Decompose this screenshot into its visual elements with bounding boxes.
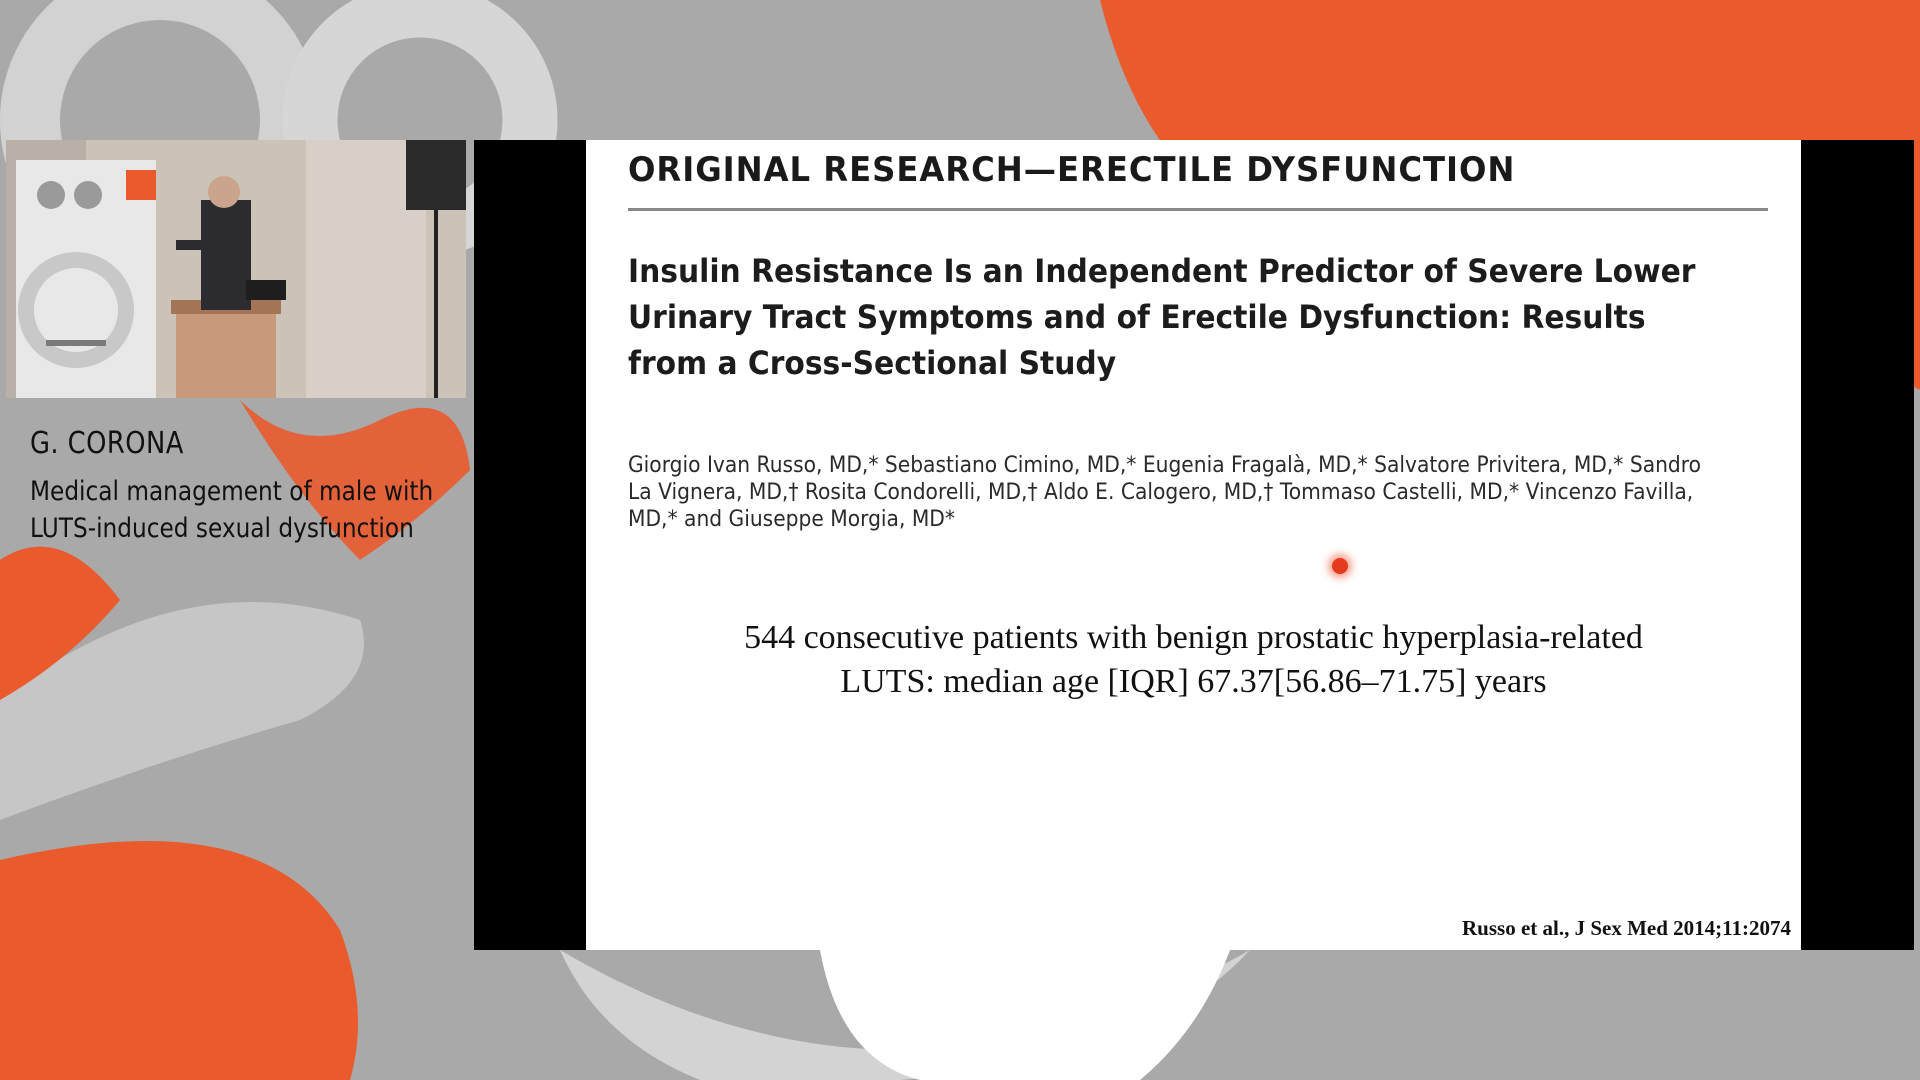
study-summary: [586, 616, 1801, 704]
laser-pointer-dot: [1332, 558, 1348, 574]
speaker-video-image: [6, 140, 466, 398]
paper-authors: Giorgio Ivan Russo, MD,* Sebastiano Cimino, MD,* Eugenia Fragalà, MD,* Salvatore Privitera, MD,* Sandro La Vignera, MD,† Rosita Condorelli, MD,† Aldo E. Calogero, MD,† Tommaso Castelli, MD,* Vincenzo Favilla, MD,* and Giuseppe Morgia, MD*: [628, 453, 1702, 532]
speaker-name: G. CORONA: [30, 426, 184, 461]
speaker-info: [30, 426, 470, 547]
slide: [586, 140, 1801, 950]
summary-line-1: 544 consecutive patients with benign prostatic hyperplasia-related: [744, 619, 1643, 656]
slide-frame: [474, 140, 1914, 950]
slide-divider: [628, 208, 1768, 211]
citation: Russo et al., J Sex Med 2014;11:2074: [1462, 916, 1791, 940]
speaker-video-feed: [6, 140, 466, 398]
talk-title: Medical management of male with LUTS-induced sexual dysfunction: [30, 476, 434, 544]
slide-header: ORIGINAL RESEARCH—ERECTILE DYSFUNCTION: [628, 150, 1516, 190]
paper-title: Insulin Resistance Is an Independent Predictor of Severe Lower Urinary Tract Symptoms and of Erectile Dysfunction: Results from a Cross-Sectional Study: [628, 252, 1696, 382]
summary-line-2: LUTS: median age [IQR] 67.37[56.86–71.75] years: [840, 663, 1547, 700]
